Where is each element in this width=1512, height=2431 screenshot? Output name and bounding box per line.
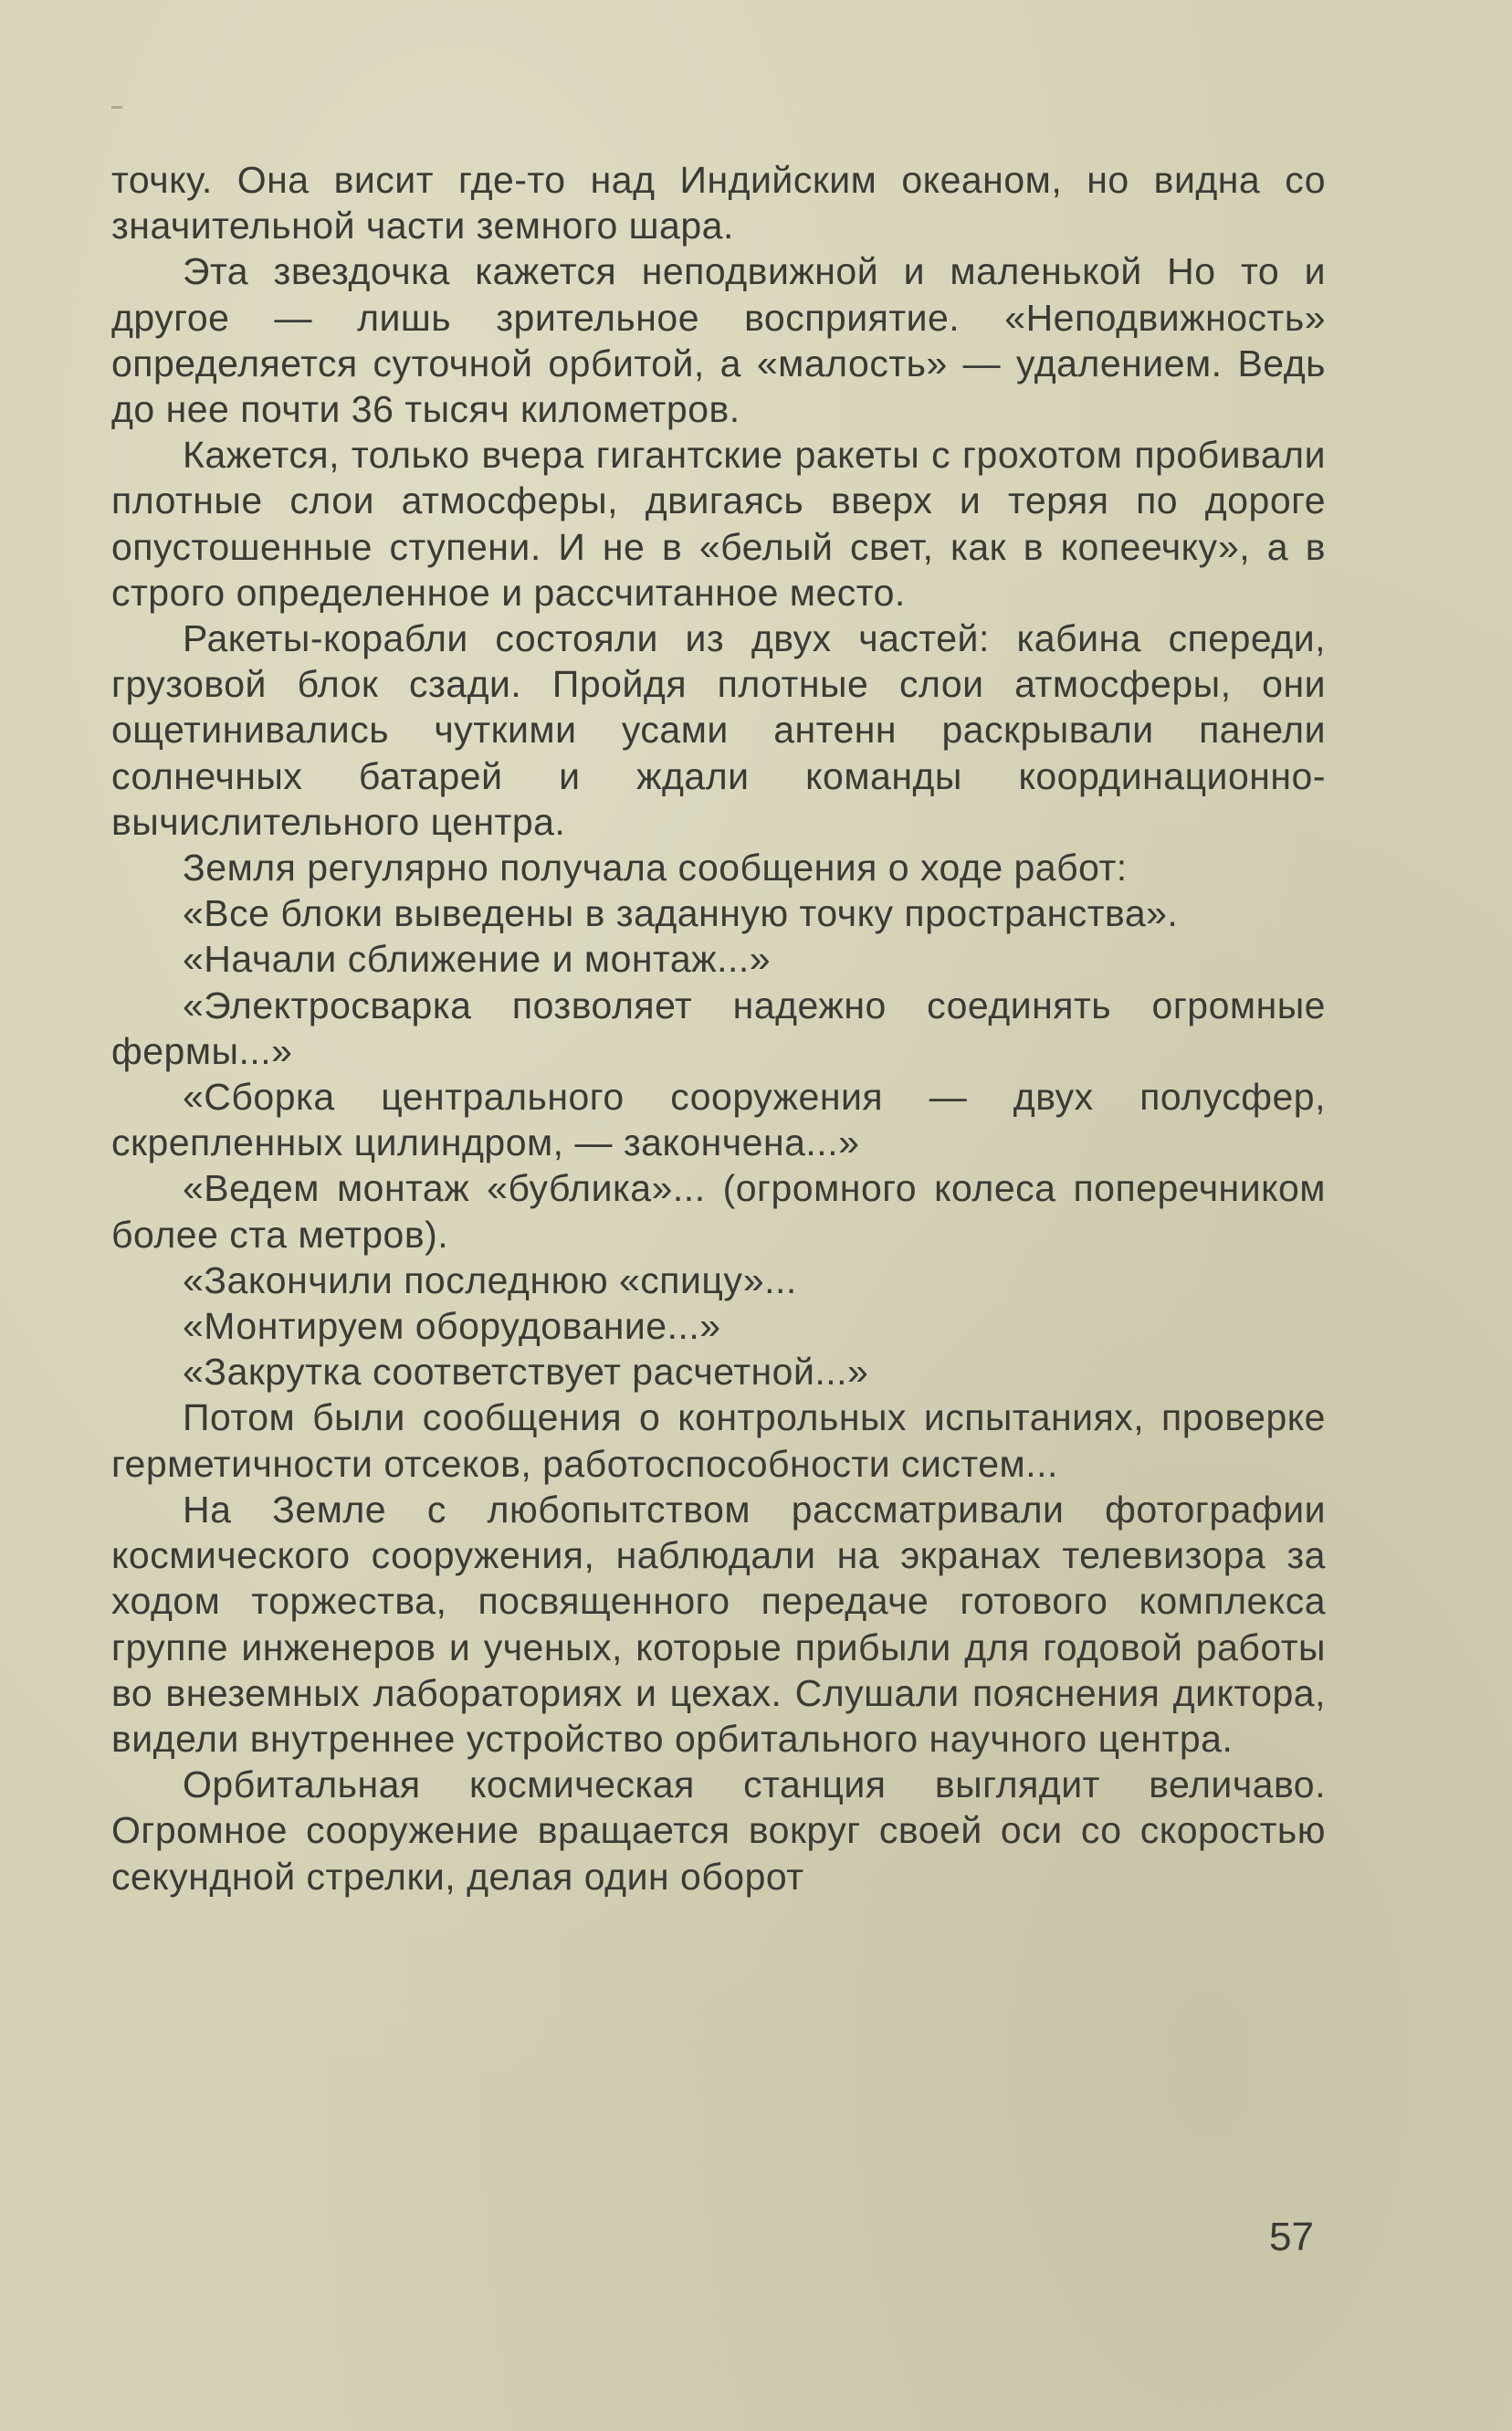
quote-line: «Ведем монтаж «бублика»... (огромного колеса поперечником более ста метров). <box>111 1167 1326 1256</box>
paragraph: Кажется, только вчера гигантские ракеты с грохотом пробивали плотные слои атмосферы, двигаясь вверх и теряя по дороге опустошенные ступени. И не в «белый свет, как в копеечку», а в строго определенное и рассчитанное место. <box>111 434 1326 614</box>
quote-line: «Монтируем оборудование...» <box>183 1305 721 1348</box>
paragraph: На Земле с любопытством рассматривали фотографии космического сооружения, наблюдали на экранах телевизора за ходом торжества, посвященного передаче готового комплекса группе инженеров и ученых, которые прибыли для годовой работы во внеземных лабораториях и цехах. Слушали пояснения диктора, видели внутреннее устройство орбитального научного центра. <box>111 1488 1326 1760</box>
page-number: 57 <box>1269 2215 1314 2259</box>
quote-line: «Начали сближение и монтаж...» <box>183 938 772 981</box>
paragraph: Потом были сообщения о контрольных испытаниях, проверке герметичности отсеков, работоспособности систем... <box>111 1396 1326 1485</box>
paragraph: Земля регулярно получала сообщения о ходе работ: <box>183 847 1128 889</box>
quote-line: «Закончили последнюю «спицу»... <box>183 1258 797 1301</box>
paragraph: Эта звездочка кажется неподвижной и маленькой Но то и другое — лишь зрительное восприятие. «Неподвижность» определяется суточной орбитой, а «малость» — удалением. Ведь до нее почти 36 тысяч километров. <box>111 250 1326 431</box>
paragraph: Ракеты-корабли состояли из двух частей: кабина спереди, грузовой блок сзади. Пройдя плотные слои атмосферы, они ощетинивались чуткими усами антенн раскрывали панели солнечных батарей и ждали команды координационно-вычислительного центра. <box>111 617 1326 843</box>
quote-line: «Электросварка позволяет надежно соединять огромные фермы...» <box>111 984 1326 1072</box>
body-text <box>111 157 1326 1900</box>
quote-line: «Сборка центрального сооружения — двух полусфер, скрепленных цилиндром, — закончена...» <box>111 1076 1326 1164</box>
quote-line: «Все блоки выведены в заданную точку пространства». <box>183 892 1179 935</box>
paragraph-continuation: точку. Она висит где-то над Индийским океаном, но видна со значительной части земного шара. <box>111 159 1326 247</box>
print-speck <box>111 106 122 109</box>
quote-line: «Закрутка соответствует расчетной...» <box>183 1351 869 1394</box>
paragraph: Орбитальная космическая станция выглядит величаво. Огромное сооружение вращается вокруг своей оси со скоростью секундной стрелки, делая один оборот <box>111 1763 1326 1898</box>
